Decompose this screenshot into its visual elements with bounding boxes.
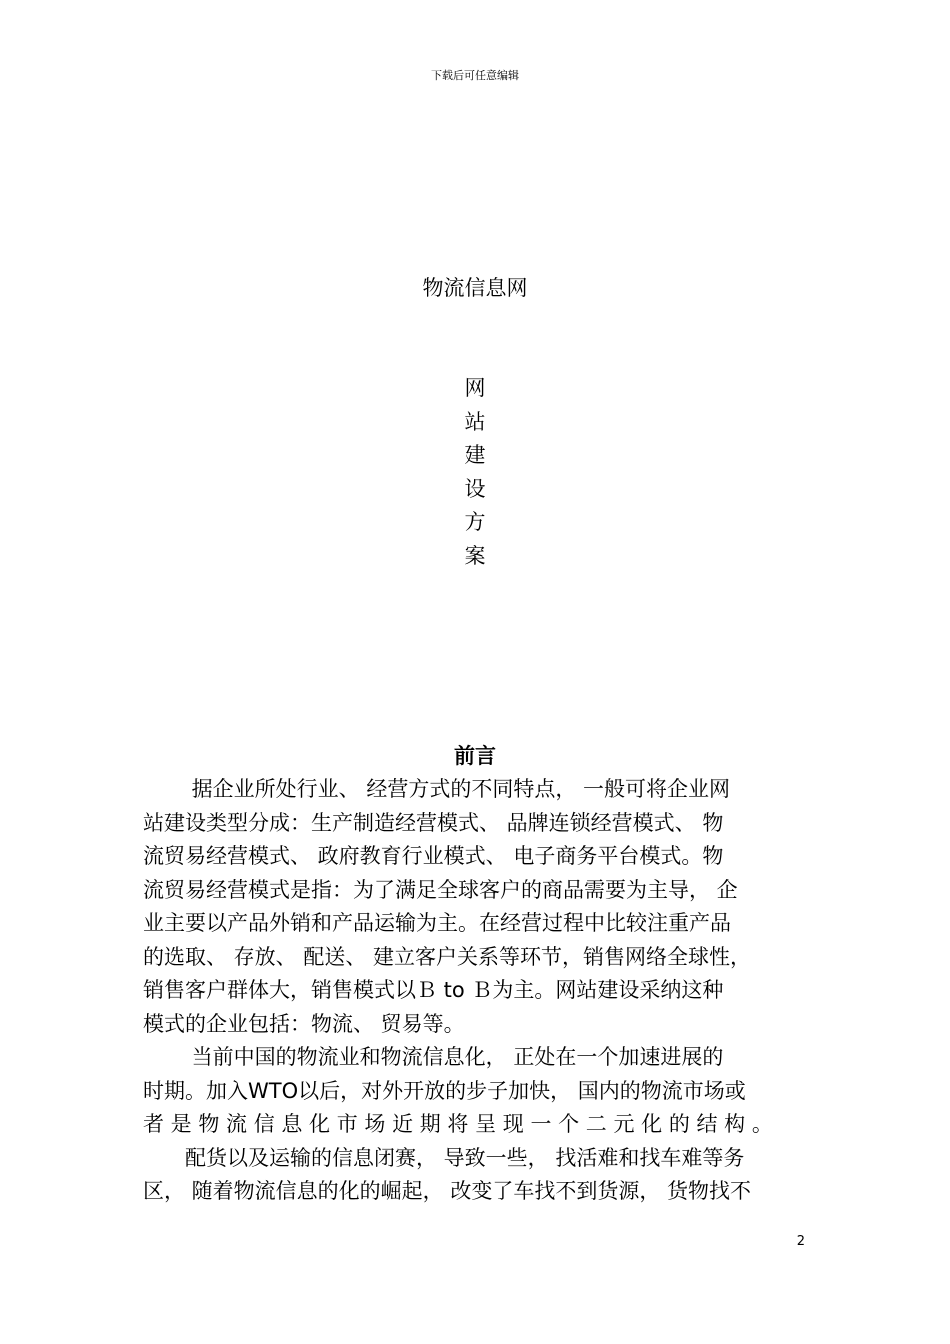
body-line: 者 是 物 流 信 息 化 市 场 近 期 将 呈 现 一 个 二 元 化 的 结 构 。 [143,1112,773,1136]
header-note: 下载后可任意编辑 [431,69,519,82]
page-number: 2 [796,1234,805,1249]
body-line: 业主要以产品外销和产品运输为主。在经营过程中比较注重产品 [143,911,731,935]
body-line: 的选取、 存放、 配送、 建立客户关系等环节，销售网络全球性， [143,944,752,969]
subtitle-char: 方 [464,510,486,534]
subtitle-char: 站 [464,409,486,434]
body-line: 当前中国的物流业和物流信息化， 正处在一个加速进展的 [143,1045,724,1069]
body-line: 流贸易经营模式、 政府教育行业模式、 电子商务平台模式。物 [143,844,724,868]
vertical-subtitle [455,372,495,573]
section-heading: 前言 [454,744,496,768]
body-text [143,773,807,1209]
body-line: 模式的企业包括：物流、 贸易等。 [143,1011,465,1036]
body-line: 区， 随着物流信息的化的崛起， 改变了车找不到货源， 货物找不 [143,1179,752,1203]
subtitle-char: 案 [464,543,486,568]
body-line: 销售客户群体大，销售模式以Ｂ to Ｂ为主。网站建设采纳这种 [143,978,724,1002]
body-line: 流贸易经营模式是指：为了满足全球客户的商品需要为主导， 企 [143,877,738,902]
document-title: 物流信息网 [422,276,528,300]
body-line: 站建设类型分成：生产制造经营模式、 品牌连锁经营模式、 物 [143,810,724,835]
body-line: 时期。加入WTO以后，对外开放的步子加快， 国内的物流市场或 [143,1078,746,1103]
subtitle-char: 设 [464,476,486,501]
body-line: 据企业所处行业、 经营方式的不同特点， 一般可将企业网 [143,777,731,801]
subtitle-char: 建 [464,443,486,467]
subtitle-char: 网 [464,376,486,400]
body-line: 配货以及运输的信息闭赛， 导致一些， 找活难和找车难等务 [143,1145,745,1170]
